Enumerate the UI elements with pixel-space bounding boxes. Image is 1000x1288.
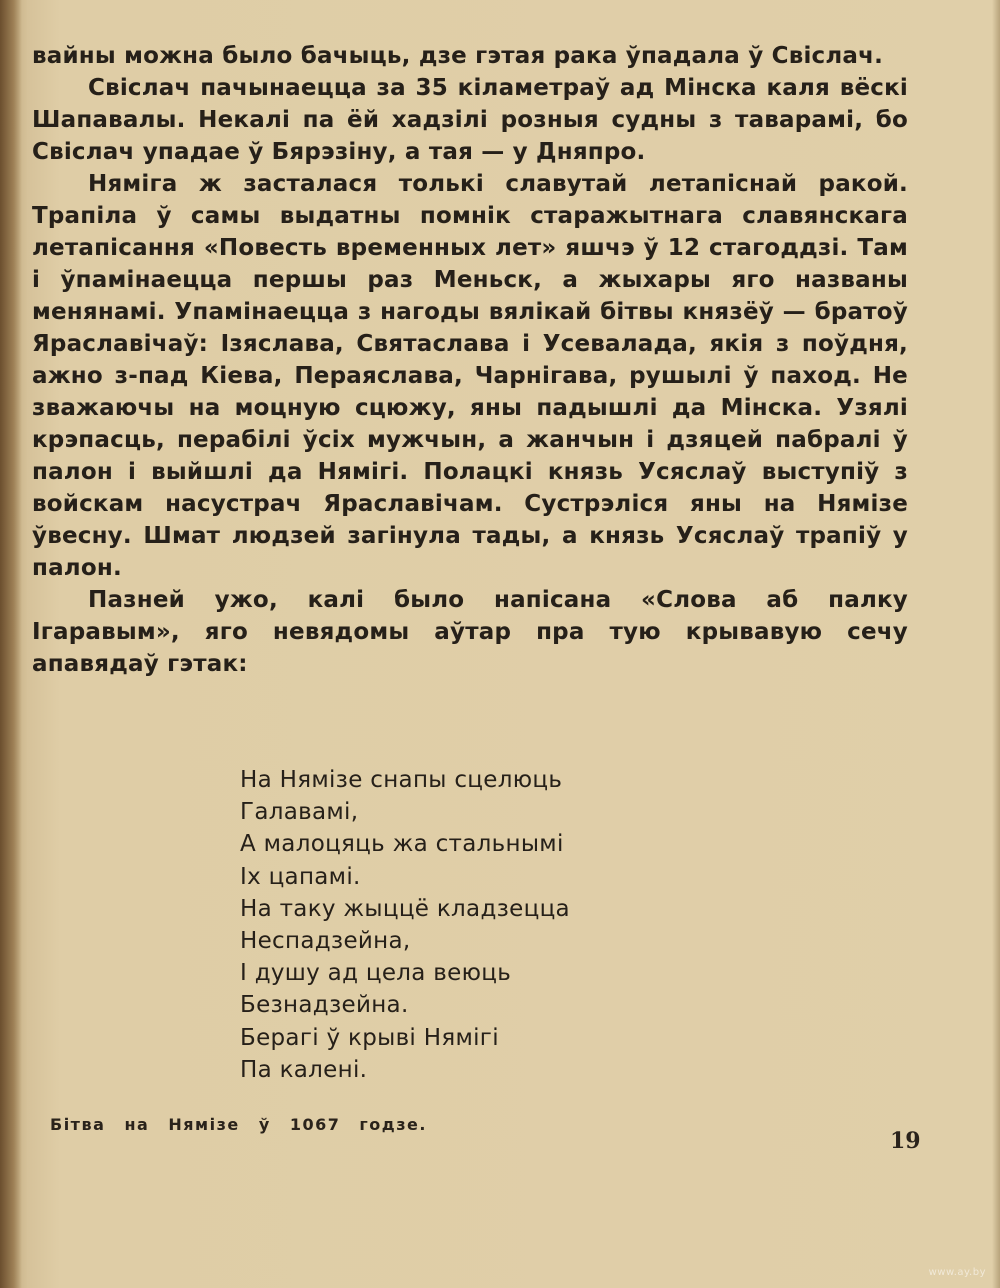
paragraph-nemiga-chronicle: Няміга ж засталася толькі славутай летапіснай ракой. Трапіла ў самы выдатны помнік старажытнага славянскага летапісання «Повесть временных лет» яшчэ ў 12 стагоддзі. Там і ўпамінаецца першы раз Меньск, а жыхары яго названы менянамі. Упамінаецца з нагоды вялікай бітвы князёў — братоў Яраславічаў: Ізяслава, Святаслава і Усевалада, якія з поўдня, ажно з-пад Кіева, Пераяслава, Чарнігава, рушылі ў паход. Не зважаючы на моцную сцюжу, яны падышлі да Мінска. Узялі крэпасць, перабілі ўсіх мужчын, а жанчын і дзяцей пабралі ў палон і выйшлі да Нямігі. Полацкі князь Усяслаў выступіў з войскам насустрач Яраславічам. Сустрэліся яны на Нямізе ўвесну. Шмат людзей загінула тады, а князь Усяслаў трапіў у палон. — [32, 171, 908, 581]
poem-line: Неспадзейна, — [240, 928, 411, 955]
paragraph-svislach: Свіслач пачынаецца за 35 кіламетраў ад Мінска каля вёскі Шапавалы. Некалі па ёй хадзілі розныя судны з таварамі, бо Свіслач упадае ў Бярэзіну, а тая — у Дняпро. — [32, 75, 908, 165]
watermark: www.ay.by — [928, 1267, 986, 1278]
page-number: 19 — [890, 1128, 921, 1154]
poem-line: На Нямізе снапы сцелюць — [240, 767, 563, 793]
poem-quote — [240, 764, 800, 1086]
poem-line: І душу ад цела веюць — [240, 960, 512, 987]
poem-line: Берагі ў крыві Нямігі — [240, 1024, 499, 1051]
poem-line: На таку жыццё кладзецца — [240, 895, 570, 922]
poem-line: Безнадзейна. — [240, 992, 409, 1019]
poem-line: А малоцяць жа стальнымі — [240, 831, 564, 858]
poem-line: Галавамі, — [240, 799, 359, 826]
poem-line: Іх цапамі. — [240, 863, 361, 890]
paragraph-slova-intro: Пазней ужо, калі было напісана «Слова аб палку Ігаравым», яго невядомы аўтар пра тую крывавую сечу апавядаў гэтак: — [32, 587, 908, 677]
illustration-caption: Бітва на Нямізе ў 1067 годзе. — [50, 1115, 427, 1134]
poem-line: Па калені. — [240, 1056, 368, 1083]
paragraph-continuation: вайны можна было бачыць, дзе гэтая рака ўпадала ў Свіслач. — [32, 43, 884, 69]
body-text — [32, 40, 908, 680]
